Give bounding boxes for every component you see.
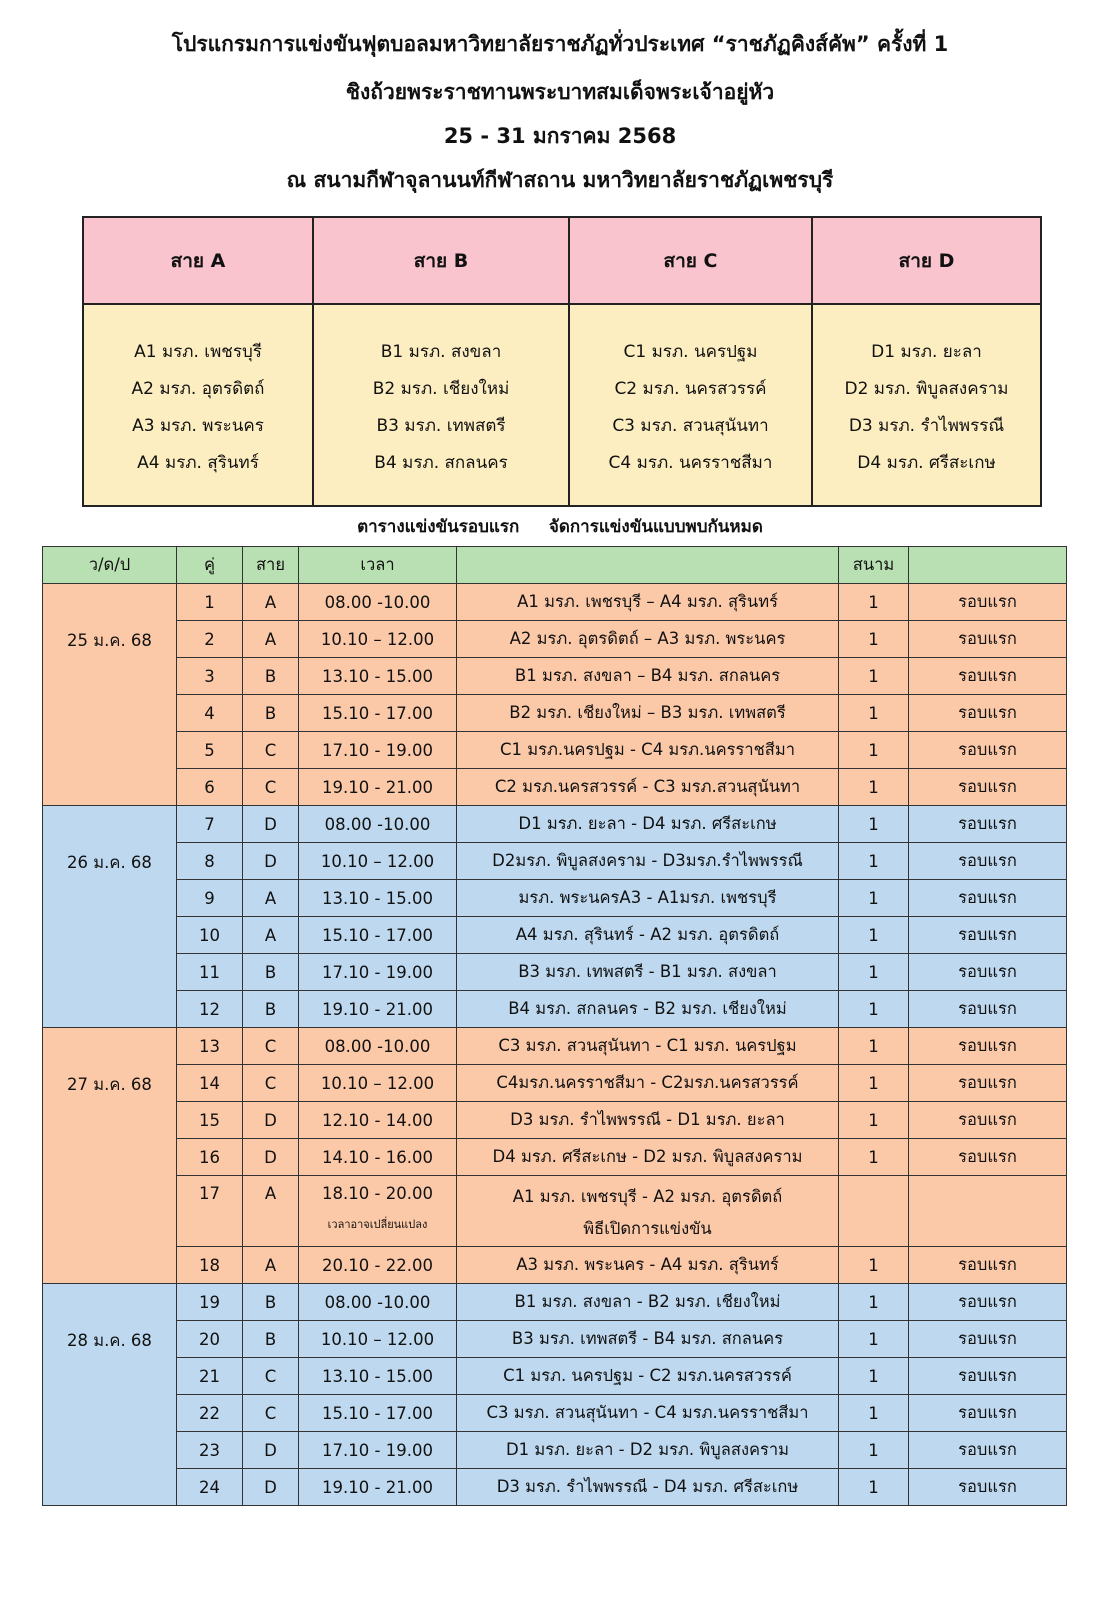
match-round: รอบแรก [909, 1321, 1067, 1358]
schedule-subtitle: ตารางแข่งขันรอบแรก จัดการแข่งขันแบบพบกันหมด [357, 517, 763, 537]
match-number: 14 [177, 1065, 243, 1102]
table-row [43, 1102, 1067, 1139]
group-d-header: สาย D [813, 218, 1040, 305]
match-round: รอบแรก [909, 695, 1067, 732]
match-number: 11 [177, 954, 243, 991]
match-number: 15 [177, 1102, 243, 1139]
match-teams-cell [457, 1176, 839, 1247]
match-round: รอบแรก [909, 806, 1067, 843]
match-time: 10.10 – 12.00 [299, 621, 457, 658]
match-round: รอบแรก [909, 658, 1067, 695]
match-number: 23 [177, 1432, 243, 1469]
table-row [43, 584, 1067, 621]
match-time: 14.10 - 16.00 [299, 1139, 457, 1176]
table-row [43, 1432, 1067, 1469]
match-number: 17 [177, 1176, 243, 1247]
title-line-1: โปรแกรมการแข่งขันฟุตบอลมหาวิทยาลัยราชภัฏทั่วประเทศ “ราชภัฏคิงส์คัพ” ครั้งที่ 1 [171, 32, 949, 56]
match-teams: D1 มรภ. ยะลา - D4 มรภ. ศรีสะเกษ [457, 806, 839, 843]
team-b4: B4 มรภ. สกลนคร [374, 453, 508, 473]
match-time: 12.10 - 14.00 [299, 1102, 457, 1139]
col-group-header: สาย [243, 547, 299, 584]
groups-table [82, 216, 1042, 507]
match-time: 17.10 - 19.00 [299, 1432, 457, 1469]
match-field: 1 [839, 806, 909, 843]
table-row [43, 769, 1067, 806]
match-teams: D3 มรภ. รำไพพรรณี - D1 มรภ. ยะลา [457, 1102, 839, 1139]
match-group: C [243, 1395, 299, 1432]
table-row [43, 917, 1067, 954]
match-field: 1 [839, 1247, 909, 1284]
match-number: 22 [177, 1395, 243, 1432]
match-number: 2 [177, 621, 243, 658]
match-group: A [243, 621, 299, 658]
col-date-header: ว/ด/ป [43, 547, 177, 584]
match-round: รอบแรก [909, 621, 1067, 658]
time-change-note: เวลาอาจเปลี่ยนแปลง [327, 1218, 428, 1231]
table-row [43, 1469, 1067, 1506]
match-time-cell [299, 1176, 457, 1247]
match-number: 8 [177, 843, 243, 880]
match-number: 1 [177, 584, 243, 621]
team-a4: A4 มรภ. สุรินทร์ [137, 453, 259, 473]
group-c-teams [570, 305, 813, 505]
title-line-4: ณ สนามกีฬาจุลานนท์กีฬาสถาน มหาวิทยาลัยราชภัฏเพชรบุรี [286, 168, 834, 192]
col-pair-header: คู่ [177, 547, 243, 584]
match-group: A [243, 880, 299, 917]
group-a-teams [84, 305, 314, 505]
match-group: A [243, 1247, 299, 1284]
match-number: 21 [177, 1358, 243, 1395]
match-field: 1 [839, 1139, 909, 1176]
match-field: 1 [839, 769, 909, 806]
match-field: 1 [839, 732, 909, 769]
team-d4: D4 มรภ. ศรีสะเกษ [857, 453, 996, 473]
match-date: 27 ม.ค. 68 [43, 1028, 177, 1284]
team-b3: B3 มรภ. เทพสตรี [376, 416, 506, 436]
match-round: รอบแรก [909, 1395, 1067, 1432]
match-number: 6 [177, 769, 243, 806]
match-time: 15.10 - 17.00 [299, 917, 457, 954]
match-field: 1 [839, 658, 909, 695]
match-group: A [243, 1176, 299, 1247]
match-group: B [243, 954, 299, 991]
team-a2: A2 มรภ. อุตรดิตถ์ [131, 379, 265, 399]
match-field: 1 [839, 1028, 909, 1065]
match-time: 08.00 -10.00 [299, 584, 457, 621]
table-row [43, 1358, 1067, 1395]
match-round: รอบแรก [909, 769, 1067, 806]
match-field: 1 [839, 1065, 909, 1102]
match-field: 1 [839, 1284, 909, 1321]
match-teams: B4 มรภ. สกลนคร - B2 มรภ. เชียงใหม่ [457, 991, 839, 1028]
match-time: 20.10 - 22.00 [299, 1247, 457, 1284]
match-group: D [243, 1139, 299, 1176]
match-teams: A1 มรภ. เพชรบุรี - A2 มรภ. อุตรดิตถ์ [512, 1187, 783, 1206]
match-field: 1 [839, 954, 909, 991]
match-teams: B3 มรภ. เทพสตรี - B4 มรภ. สกลนคร [457, 1321, 839, 1358]
match-group: B [243, 991, 299, 1028]
match-teams: D2มรภ. พิบูลสงคราม - D3มรภ.รำไพพรรณี [457, 843, 839, 880]
match-teams: A3 มรภ. พระนคร - A4 มรภ. สุรินทร์ [457, 1247, 839, 1284]
match-time: 10.10 – 12.00 [299, 1321, 457, 1358]
match-group: C [243, 1358, 299, 1395]
table-row [43, 843, 1067, 880]
match-round: รอบแรก [909, 917, 1067, 954]
match-teams: มรภ. พระนครA3 - A1มรภ. เพชรบุรี [457, 880, 839, 917]
match-field: 1 [839, 991, 909, 1028]
match-round: รอบแรก [909, 843, 1067, 880]
match-time: 15.10 - 17.00 [299, 1395, 457, 1432]
team-b1: B1 มรภ. สงขลา [380, 342, 502, 362]
match-group: B [243, 1321, 299, 1358]
match-group: C [243, 732, 299, 769]
match-number: 19 [177, 1284, 243, 1321]
match-group: B [243, 695, 299, 732]
table-row [43, 954, 1067, 991]
match-time: 19.10 - 21.00 [299, 769, 457, 806]
match-field: 1 [839, 1469, 909, 1506]
match-round [909, 1176, 1067, 1247]
match-teams: B1 มรภ. สงขลา - B2 มรภ. เชียงใหม่ [457, 1284, 839, 1321]
match-field: 1 [839, 1321, 909, 1358]
match-group: D [243, 806, 299, 843]
match-teams: C2 มรภ.นครสวรรค์ - C3 มรภ.สวนสุนันทา [457, 769, 839, 806]
match-time: 08.00 -10.00 [299, 1284, 457, 1321]
title-line-3: 25 - 31 มกราคม 2568 [443, 124, 677, 148]
match-date: 25 ม.ค. 68 [43, 584, 177, 806]
match-date: 28 ม.ค. 68 [43, 1284, 177, 1506]
match-field: 1 [839, 695, 909, 732]
col-field-header: สนาม [839, 547, 909, 584]
team-c1: C1 มรภ. นครปฐม [623, 342, 758, 362]
table-row [43, 1284, 1067, 1321]
table-header-row [43, 547, 1067, 584]
title-line-2: ชิงถ้วยพระราชทานพระบาทสมเด็จพระเจ้าอยู่หัว [345, 80, 775, 104]
schedule-table [42, 546, 1067, 1506]
match-group: D [243, 1432, 299, 1469]
match-group: B [243, 658, 299, 695]
group-b-header: สาย B [314, 218, 570, 305]
match-round: รอบแรก [909, 954, 1067, 991]
match-time: 15.10 - 17.00 [299, 695, 457, 732]
match-teams: A4 มรภ. สุรินทร์ - A2 มรภ. อุตรดิตถ์ [457, 917, 839, 954]
team-d3: D3 มรภ. รำไพพรรณี [848, 416, 1005, 436]
table-row [43, 1065, 1067, 1102]
group-b-teams [314, 305, 570, 505]
match-round: รอบแรก [909, 1139, 1067, 1176]
match-field: 1 [839, 1395, 909, 1432]
team-b2: B2 มรภ. เชียงใหม่ [372, 379, 510, 399]
match-field: 1 [839, 1432, 909, 1469]
opening-ceremony-label: พิธีเปิดการแข่งขัน [583, 1219, 712, 1238]
match-time: 13.10 - 15.00 [299, 658, 457, 695]
match-number: 7 [177, 806, 243, 843]
table-row [43, 732, 1067, 769]
match-teams: B2 มรภ. เชียงใหม่ – B3 มรภ. เทพสตรี [457, 695, 839, 732]
match-teams: B1 มรภ. สงขลา – B4 มรภ. สกลนคร [457, 658, 839, 695]
match-field: 1 [839, 621, 909, 658]
match-teams: D1 มรภ. ยะลา - D2 มรภ. พิบูลสงคราม [457, 1432, 839, 1469]
match-date: 26 ม.ค. 68 [43, 806, 177, 1028]
col-time-header: เวลา [299, 547, 457, 584]
group-c-header: สาย C [570, 218, 813, 305]
table-row [43, 1321, 1067, 1358]
team-c4: C4 มรภ. นครราชสีมา [608, 453, 773, 473]
table-row [43, 806, 1067, 843]
match-number: 5 [177, 732, 243, 769]
table-row [43, 658, 1067, 695]
match-time: 08.00 -10.00 [299, 1028, 457, 1065]
table-row [43, 1139, 1067, 1176]
match-group: C [243, 1028, 299, 1065]
match-field: 1 [839, 917, 909, 954]
match-field: 1 [839, 1102, 909, 1139]
match-teams: C3 มรภ. สวนสุนันทา - C4 มรภ.นครราชสีมา [457, 1395, 839, 1432]
match-time: 08.00 -10.00 [299, 806, 457, 843]
match-group: B [243, 1284, 299, 1321]
match-teams: A1 มรภ. เพชรบุรี – A4 มรภ. สุรินทร์ [457, 584, 839, 621]
match-round: รอบแรก [909, 732, 1067, 769]
team-d1: D1 มรภ. ยะลา [871, 342, 982, 362]
col-round-header [909, 547, 1067, 584]
match-round: รอบแรก [909, 1247, 1067, 1284]
match-teams: C3 มรภ. สวนสุนันทา - C1 มรภ. นครปฐม [457, 1028, 839, 1065]
match-teams: D3 มรภ. รำไพพรรณี - D4 มรภ. ศรีสะเกษ [457, 1469, 839, 1506]
match-number: 3 [177, 658, 243, 695]
table-row [43, 1176, 1067, 1247]
match-round: รอบแรก [909, 1358, 1067, 1395]
match-time: 13.10 - 15.00 [299, 880, 457, 917]
match-round: รอบแรก [909, 1065, 1067, 1102]
match-group: A [243, 917, 299, 954]
match-round: รอบแรก [909, 1284, 1067, 1321]
group-a-header: สาย A [84, 218, 314, 305]
table-row [43, 1247, 1067, 1284]
match-number: 9 [177, 880, 243, 917]
match-time: 19.10 - 21.00 [299, 991, 457, 1028]
match-field: 1 [839, 584, 909, 621]
match-number: 10 [177, 917, 243, 954]
match-teams: B3 มรภ. เทพสตรี - B1 มรภ. สงขลา [457, 954, 839, 991]
team-d2: D2 มรภ. พิบูลสงคราม [844, 379, 1009, 399]
match-number: 13 [177, 1028, 243, 1065]
match-group: C [243, 769, 299, 806]
match-round: รอบแรก [909, 991, 1067, 1028]
match-field: 1 [839, 843, 909, 880]
match-round: รอบแรก [909, 1102, 1067, 1139]
match-round: รอบแรก [909, 880, 1067, 917]
col-match-header [457, 547, 839, 584]
match-teams: D4 มรภ. ศรีสะเกษ - D2 มรภ. พิบูลสงคราม [457, 1139, 839, 1176]
match-group: D [243, 1469, 299, 1506]
team-a1: A1 มรภ. เพชรบุรี [134, 342, 262, 362]
match-round: รอบแรก [909, 1469, 1067, 1506]
table-row [43, 621, 1067, 658]
match-number: 12 [177, 991, 243, 1028]
match-teams: A2 มรภ. อุตรดิตถ์ – A3 มรภ. พระนคร [457, 621, 839, 658]
match-time: 13.10 - 15.00 [299, 1358, 457, 1395]
team-c2: C2 มรภ. นครสวรรค์ [614, 379, 767, 399]
table-row [43, 991, 1067, 1028]
match-group: D [243, 843, 299, 880]
match-field [839, 1176, 909, 1247]
match-number: 4 [177, 695, 243, 732]
table-row [43, 880, 1067, 917]
match-time: 10.10 – 12.00 [299, 1065, 457, 1102]
match-group: D [243, 1102, 299, 1139]
table-row [43, 1028, 1067, 1065]
match-time: 17.10 - 19.00 [299, 954, 457, 991]
match-group: A [243, 584, 299, 621]
match-teams: C1 มรภ. นครปฐม - C2 มรภ.นครสวรรค์ [457, 1358, 839, 1395]
team-a3: A3 มรภ. พระนคร [132, 416, 264, 436]
match-round: รอบแรก [909, 1028, 1067, 1065]
match-field: 1 [839, 1358, 909, 1395]
match-round: รอบแรก [909, 584, 1067, 621]
match-field: 1 [839, 880, 909, 917]
match-teams: C4มรภ.นครราชสีมา - C2มรภ.นครสวรรค์ [457, 1065, 839, 1102]
match-time: 10.10 – 12.00 [299, 843, 457, 880]
group-d-teams [813, 305, 1040, 505]
match-number: 24 [177, 1469, 243, 1506]
match-time: 19.10 - 21.00 [299, 1469, 457, 1506]
match-number: 20 [177, 1321, 243, 1358]
team-c3: C3 มรภ. สวนสุนันทา [612, 416, 769, 436]
match-teams: C1 มรภ.นครปฐม - C4 มรภ.นครราชสีมา [457, 732, 839, 769]
table-row [43, 1395, 1067, 1432]
match-round: รอบแรก [909, 1432, 1067, 1469]
match-time: 17.10 - 19.00 [299, 732, 457, 769]
match-group: C [243, 1065, 299, 1102]
table-row [43, 695, 1067, 732]
match-number: 16 [177, 1139, 243, 1176]
match-number: 18 [177, 1247, 243, 1284]
match-time: 18.10 - 20.00 [322, 1184, 433, 1203]
